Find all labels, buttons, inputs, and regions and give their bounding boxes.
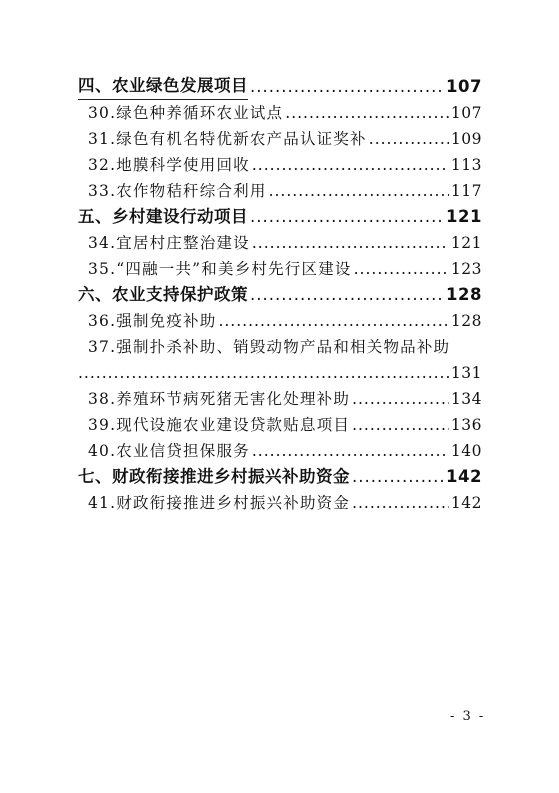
- toc-leader-dots: [285, 100, 449, 126]
- toc-item-title: 30.绿色种养循环农业试点: [88, 104, 284, 122]
- toc-item[interactable]: [78, 438, 482, 464]
- toc-item[interactable]: [78, 230, 482, 256]
- toc-leader-dots: [252, 230, 449, 256]
- toc-section-title: 七、财政衔接推进乡村振兴补助资金: [78, 467, 350, 486]
- toc-leader-dots: [78, 360, 449, 386]
- toc-leader-dots: [369, 126, 449, 152]
- toc-item-continuation[interactable]: [78, 360, 482, 386]
- toc-item-title: 31.绿色有机名特优新农产品认证奖补: [88, 130, 367, 148]
- toc-section-title: 五、乡村建设行动项目: [78, 207, 248, 226]
- toc-page-number: 121: [446, 207, 482, 226]
- toc-item-wrapped[interactable]: [78, 334, 482, 360]
- toc-leader-dots: [250, 282, 444, 308]
- toc-section[interactable]: [78, 282, 482, 308]
- toc-page-number: 142: [450, 494, 482, 512]
- toc-leader-dots: [218, 308, 448, 334]
- toc-page-number: 142: [446, 467, 482, 486]
- toc-page-number: 136: [450, 416, 482, 434]
- toc-item[interactable]: [78, 412, 482, 438]
- page-number-footer: - 3 -: [450, 709, 486, 724]
- toc-page-number: 123: [450, 260, 482, 278]
- toc-page-number: 117: [450, 182, 482, 200]
- toc-item[interactable]: [78, 178, 482, 204]
- toc-page-number: 121: [450, 234, 482, 252]
- toc-item[interactable]: [78, 100, 482, 126]
- toc-item[interactable]: [78, 256, 482, 282]
- toc-item-title: 32.地膜科学使用回收: [88, 156, 250, 174]
- toc-item-title: 37.强制扑杀补助、销毁动物产品和相关物品补助: [88, 338, 451, 356]
- toc-section[interactable]: [78, 464, 482, 490]
- table-of-contents: [78, 74, 482, 516]
- toc-item-title: 35.“四融一共”和美乡村先行区建设: [88, 260, 352, 278]
- toc-item[interactable]: [78, 308, 482, 334]
- toc-leader-dots: [352, 464, 444, 490]
- toc-leader-dots: [352, 490, 449, 516]
- toc-leader-dots: [269, 178, 449, 204]
- toc-page-number: 140: [450, 442, 482, 460]
- toc-page-number: 107: [446, 77, 482, 96]
- toc-item[interactable]: [78, 386, 482, 412]
- toc-item[interactable]: [78, 490, 482, 516]
- toc-page-number: 128: [446, 285, 482, 304]
- toc-item-title: 41.财政衔接推进乡村振兴补助资金: [88, 494, 351, 512]
- toc-page-number: 131: [450, 364, 482, 382]
- toc-section-title: 六、农业支持保护政策: [78, 285, 248, 304]
- toc-leader-dots: [354, 256, 449, 282]
- toc-leader-dots: [352, 412, 449, 438]
- toc-page-number: 134: [450, 390, 482, 408]
- toc-item[interactable]: [78, 152, 482, 178]
- toc-section[interactable]: [78, 204, 482, 230]
- toc-leader-dots: [252, 152, 449, 178]
- toc-leader-dots: [250, 204, 444, 230]
- toc-page-number: 128: [450, 312, 482, 330]
- toc-item-title: 33.农作物秸秆综合利用: [88, 182, 267, 200]
- toc-section-title: 四、农业绿色发展项目: [78, 73, 248, 100]
- toc-item-title: 40.农业信贷担保服务: [88, 442, 250, 460]
- toc-page-number: 113: [450, 156, 482, 174]
- toc-page-number: 107: [450, 104, 482, 122]
- toc-page-number: 109: [450, 130, 482, 148]
- toc-item-title: 38.养殖环节病死猪无害化处理补助: [88, 390, 351, 408]
- toc-leader-dots: [352, 386, 449, 412]
- toc-item-title: 39.现代设施农业建设贷款贴息项目: [88, 416, 351, 434]
- toc-leader-dots: [250, 74, 444, 100]
- toc-leader-dots: [252, 438, 449, 464]
- toc-item-title: 34.宜居村庄整治建设: [88, 234, 250, 252]
- toc-item[interactable]: [78, 126, 482, 152]
- toc-section[interactable]: [78, 74, 482, 100]
- toc-item-title: 36.强制免疫补助: [88, 312, 217, 330]
